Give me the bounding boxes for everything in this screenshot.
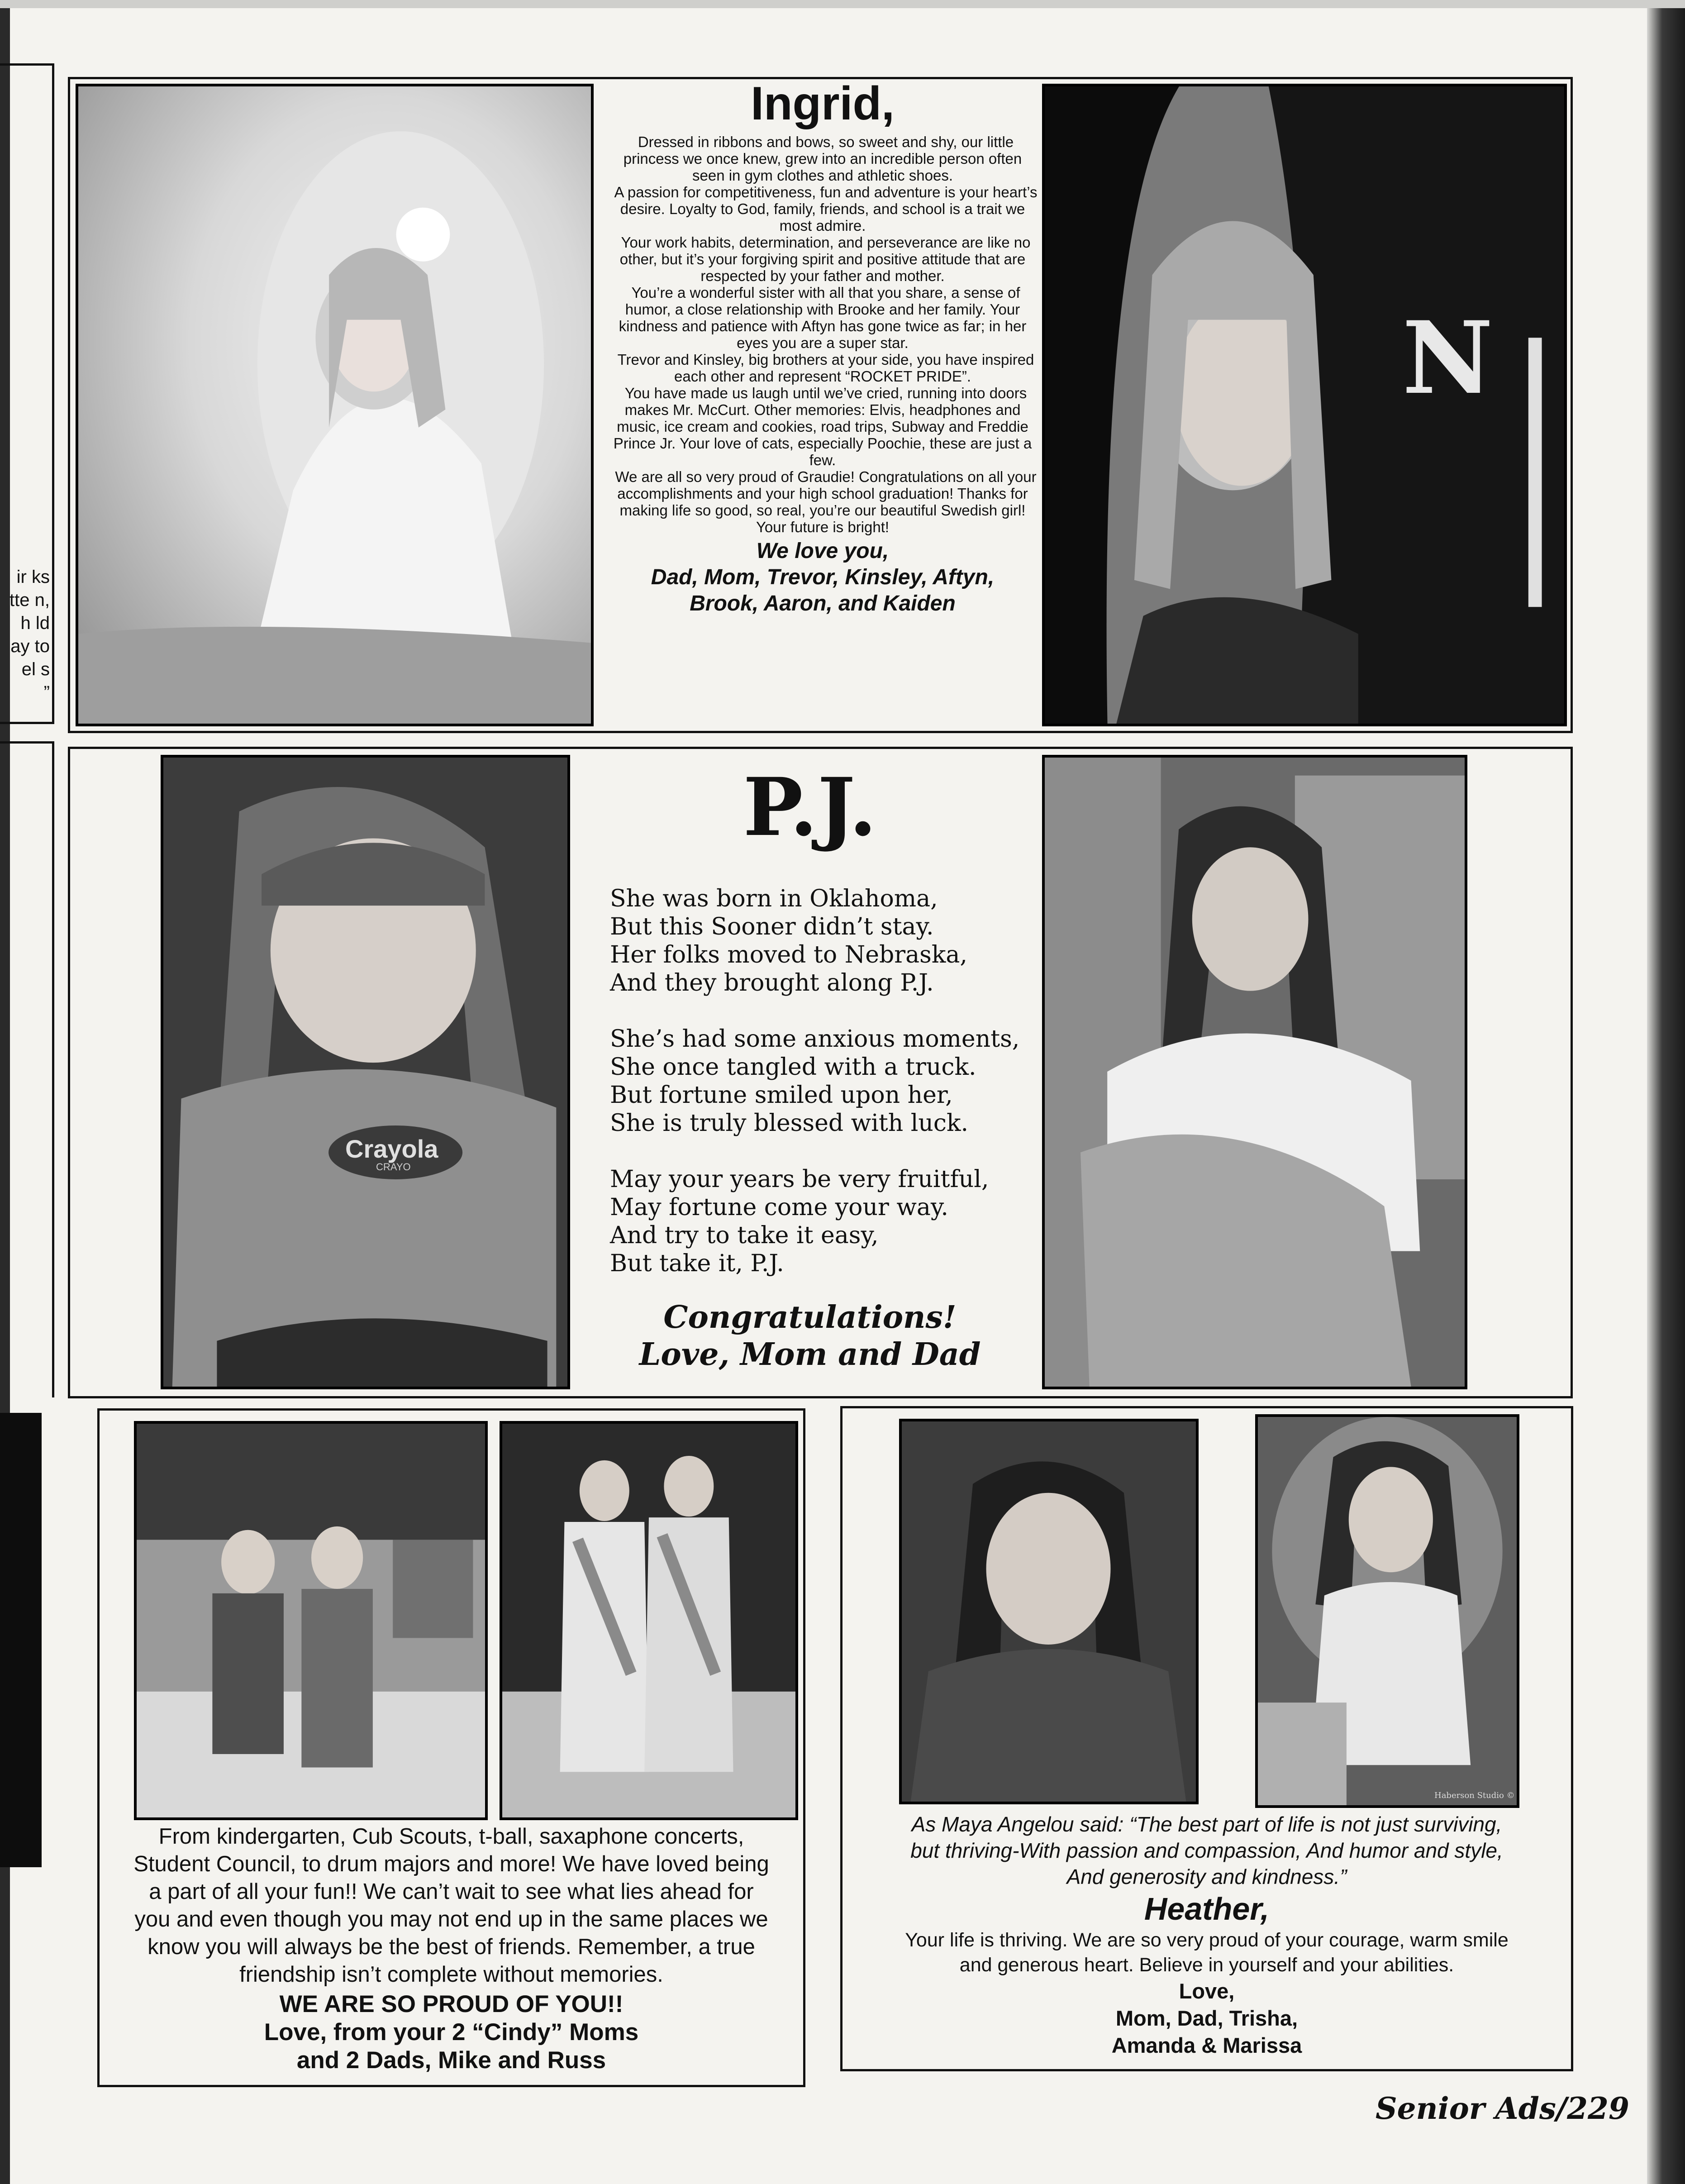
friends-sign-line: and 2 Dads, Mike and Russ (296, 2047, 606, 2074)
ingrid-text-block (596, 79, 1049, 731)
pj-poem (610, 885, 1019, 1306)
studio-credit: Haberson Studio © (1434, 1791, 1515, 1800)
fragment-text: ” (43, 682, 50, 702)
poem-line: She’s had some anxious moments, (610, 1025, 1020, 1053)
page-footer: Senior Ads/229 (1376, 2091, 1629, 2126)
friends-signature (102, 1990, 801, 2074)
heather-sign-line: Love, (1179, 1979, 1235, 2003)
jacket-letter: N (1402, 299, 1494, 416)
heather-senior-photo (1255, 1414, 1519, 1808)
fragment-text: ay to (10, 636, 50, 656)
quote-line: but thriving-With passion and compassion, And humor and style, (910, 1839, 1503, 1862)
heather-message (845, 1928, 1569, 1978)
heather-text-block (845, 1811, 1569, 2059)
ingrid-signature (596, 538, 1049, 617)
heather-name: Heather, (1144, 1891, 1270, 1926)
poem-line: She once tangled with a truck. (610, 1054, 976, 1081)
ingrid-senior-photo (1042, 84, 1567, 726)
poem-line: Her folks moved to Nebraska, (610, 941, 967, 968)
poem-line: And try to take it easy, (610, 1222, 879, 1249)
top-scan-edge (0, 0, 1685, 8)
heather-sign-line: Mom, Dad, Trisha, (1115, 2006, 1298, 2030)
ingrid-paragraph: You’re a wonderful sister with all that you share, a sense of humor, a close relationship with Brooke and her family. Your kindness and patience with Aftyn has gone twice as far; in her eyes you are a super star. (619, 284, 1027, 351)
right-scan-edge (1647, 0, 1685, 2184)
shirt-logo-sub: CRAYO (376, 1161, 411, 1173)
heather-line: and generous heart. Believe in yourself and your abilities. (959, 1954, 1454, 1976)
shirt-logo: Crayola (345, 1135, 438, 1163)
heather-signature (845, 1978, 1569, 2059)
fragment-text: el s (21, 659, 50, 679)
ingrid-sign-line: We love you, (756, 539, 889, 563)
friends-line: friendship isn’t complete without memories. (239, 1962, 663, 1987)
quote-line: And generosity and kindness.” (1066, 1865, 1347, 1888)
adjacent-page-frame (0, 741, 54, 1397)
pj-senior-photo (1042, 755, 1467, 1389)
friends-line: know you will always be the best of friends. Remember, a true (148, 1935, 755, 1959)
drum-majors-photo (500, 1421, 798, 1820)
adjacent-page-fragment (0, 63, 54, 724)
fragment-text: tte n, (10, 590, 50, 610)
quote-line: As Maya Angelou said: “The best part of life is not just surviving, (911, 1812, 1502, 1836)
friends-line: you and even though you may not end up in the same places we (134, 1907, 768, 1931)
ingrid-title: Ingrid, (751, 77, 895, 130)
heather-line: Your life is thriving. We are so very proud of your courage, warm smile (905, 1929, 1509, 1951)
poem-line: And they brought along P.J. (610, 969, 934, 997)
friends-message (102, 1823, 801, 1988)
poem-line: May fortune come your way. (610, 1194, 948, 1221)
pj-text-block (575, 751, 1045, 1394)
ingrid-sign-line: Dad, Mom, Trevor, Kinsley, Aftyn, (651, 565, 995, 589)
poem-stanza (610, 1025, 1019, 1137)
heather-sign-line: Amanda & Marissa (1111, 2033, 1302, 2057)
poem-line: But this Sooner didn’t stay. (610, 913, 934, 940)
friends-sign-line: Love, from your 2 “Cindy” Moms (264, 2019, 639, 2046)
friends-sign-line: WE ARE SO PROUD OF YOU!! (279, 1991, 624, 2017)
ingrid-sign-line: Brook, Aaron, and Kaiden (690, 591, 956, 615)
friends-line: a part of all your fun!! We can’t wait to see what lies ahead for (149, 1879, 754, 1904)
friends-line: From kindergarten, Cub Scouts, t-ball, saxaphone concerts, (158, 1824, 744, 1849)
pj-title: P.J. (743, 760, 877, 854)
scouts-photo (134, 1421, 488, 1820)
heather-child-photo (899, 1419, 1199, 1804)
ingrid-paragraph: We are all so very proud of Graudie! Congratulations on all your accomplishments and your high school graduation! Thanks for making life so good, so real, you’re our beautiful Swedish girl! Your future is bright! (615, 468, 1037, 535)
poem-line: May your years be very fruitful, (610, 1166, 989, 1193)
friends-line: Student Council, to drum majors and more! We have loved being (133, 1852, 769, 1876)
friends-text-block (102, 1823, 801, 2074)
poem-line: She was born in Oklahoma, (610, 885, 938, 912)
ingrid-paragraph: You have made us laugh until we’ve cried, running into doors makes Mr. McCurt. Other memories: Elvis, headphones and music, ice cream and cookies, road trips, Subway and Freddie Prince Jr. Your love of cats, especially Poochie, these are just a few. (613, 385, 1032, 468)
poem-line: But fortune smiled upon her, (610, 1082, 953, 1109)
poem-line: But take it, P.J. (610, 1250, 784, 1277)
ingrid-paragraph: Your work habits, determination, and perseverance are like no other, but it’s your forgiving spirit and positive attitude that are respected by your father and mother. (619, 234, 1031, 284)
ingrid-child-photo (76, 84, 594, 726)
ingrid-paragraph: Dressed in ribbons and bows, so sweet and shy, our little princess we once knew, grew into an incredible person often seen in gym clothes and athletic shoes. (623, 134, 1022, 184)
fragment-text: ir ks (16, 567, 50, 587)
adjacent-page-photo (0, 1413, 42, 1867)
fragment-text: h ld (20, 613, 50, 633)
ingrid-paragraph: A passion for competitiveness, fun and adventure is your heart’s desire. Loyalty to God, family, friends, and school is a trait we most admire. (614, 184, 1038, 234)
pj-sign-line: Love, Mom and Dad (639, 1336, 981, 1373)
pj-signature (575, 1299, 1045, 1373)
poem-line: She is truly blessed with luck. (610, 1110, 969, 1137)
maya-angelou-quote (845, 1811, 1569, 1890)
pj-sign-line: Congratulations! (663, 1299, 957, 1335)
poem-stanza (610, 1165, 1019, 1278)
ingrid-paragraph: Trevor and Kinsley, big brothers at your side, you have inspired each other and represent “ROCKET PRIDE”. (617, 351, 1034, 385)
pj-child-photo (161, 755, 570, 1389)
poem-stanza (610, 885, 1019, 997)
